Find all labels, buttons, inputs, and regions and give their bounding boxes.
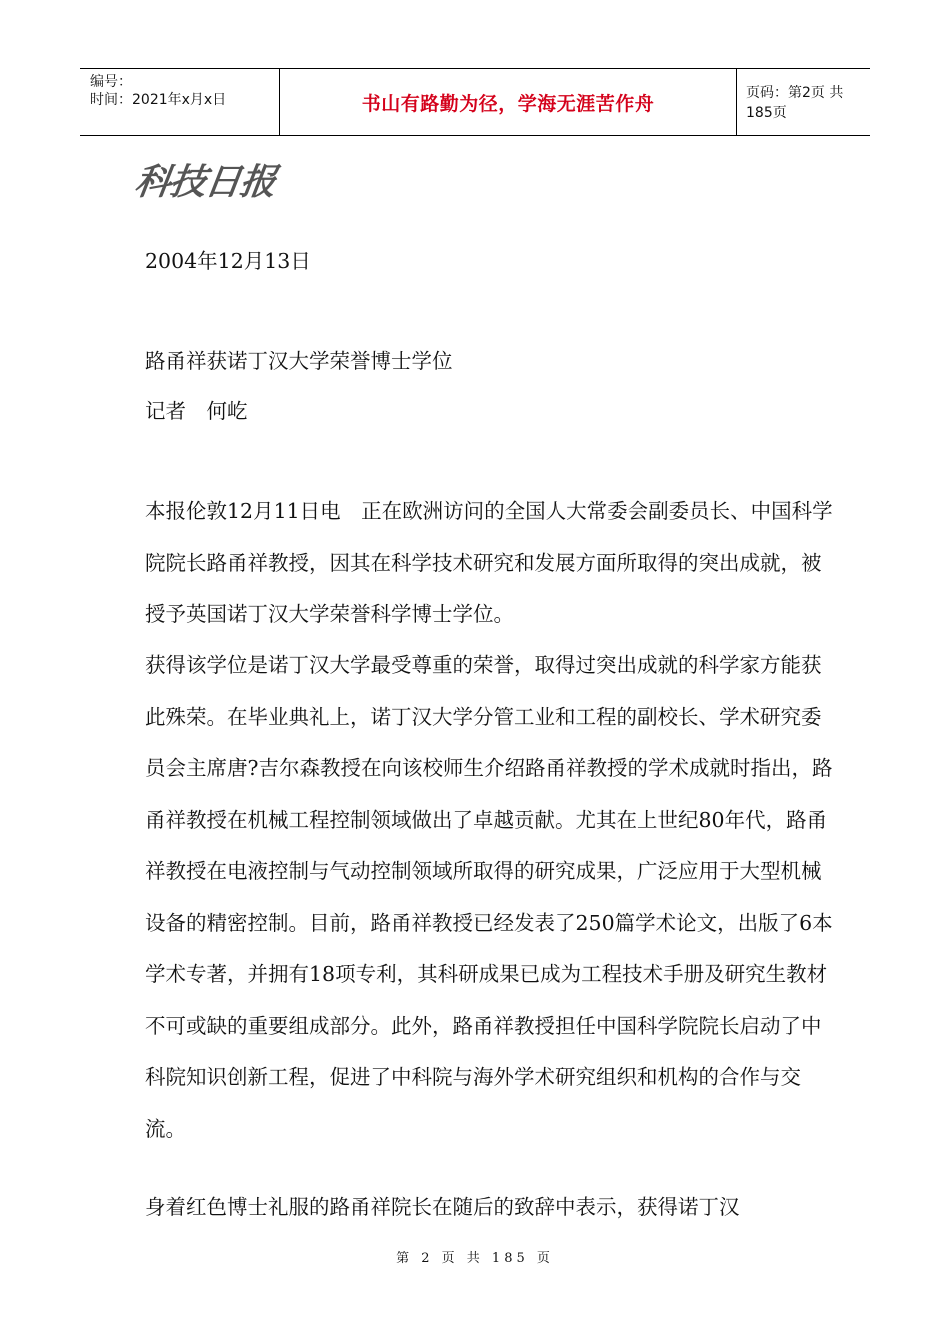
document-code-label: 编号： — [90, 74, 132, 90]
article-byline: 记者 何屹 — [145, 399, 248, 423]
article-paragraph: 本报伦敦12月11日电 正在欧洲访问的全国人大常委会副委员长、中国科学院院长路甬祥教授，因其在科学技术研究和发展方面所取得的突出成就，被授予英国诺丁汉大学荣誉科学博士学位。 — [145, 499, 833, 626]
article-headline: 路甬祥获诺丁汉大学荣誉博士学位 — [145, 349, 453, 373]
header-info-cell — [80, 69, 280, 135]
newspaper-masthead-logo: 科技日报 — [132, 161, 278, 203]
article-paragraph: 身着红色博士礼服的路甬祥院长在随后的致辞中表示，获得诺丁汉 — [145, 1195, 740, 1219]
page-footer: 第 2 页 共 185 页 — [396, 1251, 554, 1266]
header-page-number: 页码：第2页 共185页 — [746, 85, 844, 121]
article-date: 2004年12月13日 — [145, 249, 311, 273]
document-header — [80, 68, 870, 136]
document-time: 时间：2021年x月x日 — [90, 92, 227, 108]
header-motto: 书山有路勤为径，学海无涯苦作舟 — [280, 69, 737, 135]
article-paragraph: 获得该学位是诺丁汉大学最受尊重的荣誉，取得过突出成就的科学家方能获此殊荣。在毕业典礼上，诺丁汉大学分管工业和工程的副校长、学术研究委员会主席唐?吉尔森教授在向该校师生介绍路甬祥教授的学术成就时指出，路甬祥教授在机械工程控制领域做出了卓越贡献。尤其在上世纪80年代，路甬祥教授在电液控制与气动控制领域所取得的研究成果，广泛应用于大型机械设备的精密控制。目前，路甬祥教授已经发表了250篇学术论文，出版了6本学术专著，并拥有18项专利，其科研成果已成为工程技术手册及研究生教材不可或缺的重要组成部分。此外，路甬祥教授担任中国科学院院长启动了中科院知识创新工程，促进了中科院与海外学术研究组织和机构的合作与交流。 — [145, 653, 833, 1141]
